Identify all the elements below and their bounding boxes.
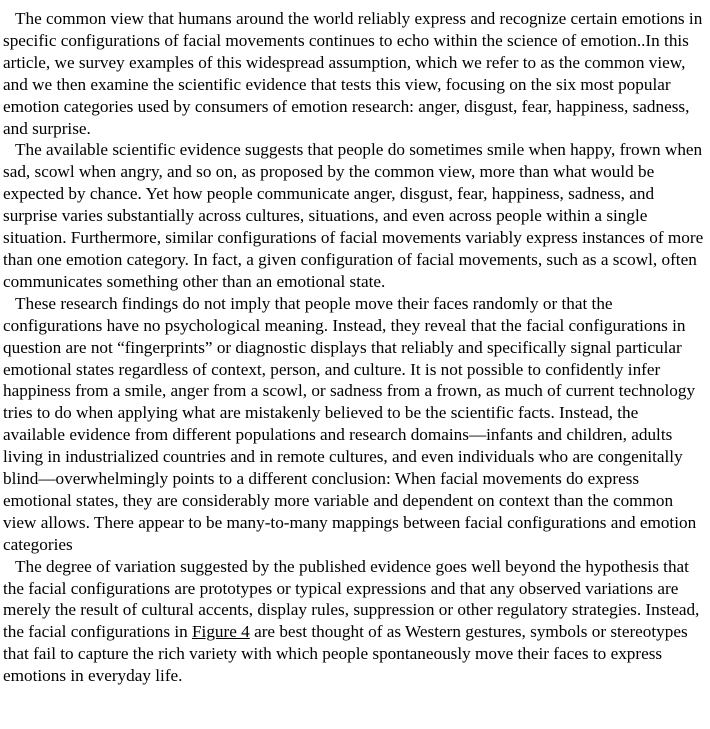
paragraph-common-view: The common view that humans around the world reliably express and recognize certain emotions in specific configurations of facial movements continues to echo within the science of emotion..In this article, we survey examples of this widespread assumption, which we refer to as the common view, and we then examine the scientific evidence that tests this view, focusing on the six most popular emotion categories used by consumers of emotion research: anger, disgust, fear, happiness, sadness, and surprise. xyxy=(3,9,703,138)
figure-4-link[interactable]: Figure 4 xyxy=(192,622,250,642)
paragraph-text-before-link: The degree of variation suggested by the published evidence goes well beyond the hypothesis that the facial configurations are prototypes or typical expressions and that any observed variations are merely the result of cultural accents, display rules, suppression or other regulatory strategies. Instead, the facial configurations in xyxy=(3,556,700,642)
paragraph-degree-of-variation xyxy=(3,556,704,687)
paragraph-available-evidence: The available scientific evidence suggests that people do sometimes smile when happy, frown when sad, scowl when angry, and so on, as proposed by the common view, more than what would be expected by chance. Yet how people communicate anger, disgust, fear, happiness, sadness, and surprise varies substantially across cultures, situations, and even across people within a single situation. Furthermore, similar configurations of facial movements variably express instances of more than one emotion category. In fact, a given configuration of facial movements, such as a scowl, often communicates something other than an emotional state. xyxy=(3,140,704,291)
paragraph-research-findings: These research findings do not imply that people move their faces randomly or that the configurations have no psychological meaning. Instead, they reveal that the facial configurations in question are not “fingerprints” or diagnostic displays that reliably and specifically signal particular emotional states regardless of context, person, and culture. It is not possible to confidently infer happiness from a smile, anger from a scowl, or sadness from a frown, as much of current technology tries to do when applying what are mistakenly believed to be the scientific facts. Instead, the available evidence from different populations and research domains—infants and children, adults living in industrialized countries and in remote cultures, and even individuals who are congenitally blind—overwhelmingly points to a different conclusion: When facial movements do express emotional states, they are considerably more variable and dependent on context than the common view allows. There appear to be many-to-many mappings between facial configurations and emotion categories xyxy=(3,293,697,554)
paragraph-text-after-link: are best thought of as Western gestures, symbols or stereotypes that fail to capture the rich variety with which people spontaneously move their faces to express emotions in everyday life. xyxy=(3,622,688,686)
